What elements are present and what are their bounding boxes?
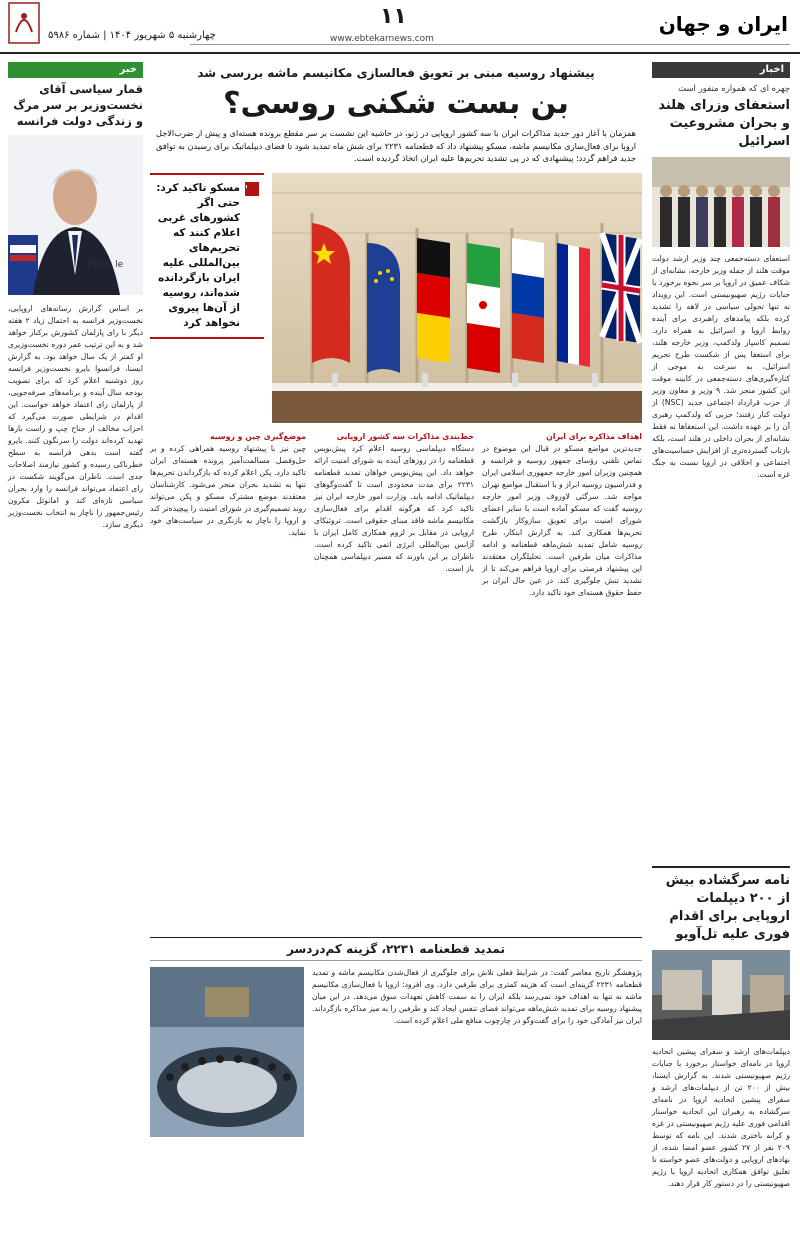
flags-image [272, 173, 642, 423]
issue-date: چهارشنبه ۵ شهریور ۱۴۰۴ | شماره ۵۹۸۶ [48, 30, 216, 41]
col2-body: دستگاه دیپلماسی روسیه اعلام کرد پیش‌نویس قطعنامه را در روزهای آینده به شورای امنیت ارائه خواهد داد. این پیش‌نویس خواهان تمدید قطعنامه ۲۲۳۱ برای مدت محدودی است تا گفت‌وگوهای دیپلماتیک ادامه یابد. وزارت امور خارجه ایران نیز تاکید کرد که هرگونه اقدام برای فعال‌سازی مکانیسم ماشه فاقد مبنای حقوقی است. تروئیکای اروپایی در مقابل بر لزوم همکاری کامل ایران با آژانس بین‌المللی انرژی اتمی تاکید کرده است. ناظران بر این باورند که مسیر دیپلماسی همچنان باز است. [314, 443, 474, 573]
bottom-body: پژوهشگر تاریخ معاصر گفت: در شرایط فعلی تلاش برای جلوگیری از فعال‌شدن مکانیسم ماشه و تمدید قطعنامه ۲۲۳۱ گزینه‌ای است که هزینه کمتری برای طرفین دارد. وی افزود: اروپا با فعال‌سازی مکانیسم ماشه نه تنها به اهداف خود نمی‌رسد بلکه ایران را به سمت کاهش تعهدات سوق می‌دهد. در این میان پیشنهاد روسیه برای تمدید شش‌ماهه می‌تواند فضای تنفس ایجاد کند و طرفین را به میز مذاکره بازگرداند. ایران نیز آمادگی خود را برای گفت‌وگو در چارچوب منافع ملی اعلام کرده است. [312, 967, 642, 1025]
left-news-column [8, 62, 143, 1232]
col1-body: جدیدترین مواضع مسکو در قبال این موضوع در تماس تلفنی رؤسای جمهور روسیه و فرانسه و همچنین وزیران امور خارجه جمهوری اسلامی ایران و فدراسیون روسیه ابراز و با استقبال مواضع تهران مواجه شد. سرگئی لاوروف وزیر امور خارجه روسیه گفت که مسکو آماده است با سایر اعضای شورای امنیت برای تعویق سازوکار بازگشت تحریم‌ها همکاری کند. به گزارش ابتکار، طرح روسیه شامل تمدید شش‌ماهه قطعنامه و ادامه مذاکرات میان طرفین است. تحلیلگران معتقدند این پیشنهاد فرصتی برای اروپا فراهم می‌کند تا از تشدید تنش جلوگیری کند. در عین حال ایران بر حفظ حقوق هسته‌ای خود تاکید دارد. [482, 443, 642, 597]
prime-minister-photo [8, 135, 143, 295]
left-article-headline: قمار سیاسی آقای نخست‌وزیر بر سر مرگ و زندگی دولت فرانسه [13, 82, 143, 128]
security-council-photo [150, 967, 304, 1137]
site-url: www.ebtekarnews.com [330, 34, 434, 44]
right-news-column [652, 62, 790, 1232]
diplomats-photo [652, 950, 790, 1040]
news-tag-left: خبر [8, 62, 143, 78]
quote-icon [244, 181, 260, 197]
article-body: استعفای دسته‌جمعی چند وزیر ارشد دولت موقت هلند از جمله وزیر خارجه، نشانه‌ای از شکاف عمیق در اروپا بر سر نحوه برخورد با جنایات رژیم صهیونیستی است. این رویداد نه تنها تحولی سیاسی در لاهه را تشدید کرده بلکه پیامدهای راهبردی برای آینده روابط اروپا و اسرائیل به همراه دارد. تصمیم کاسپار ولدکمپ، وزیر خارجه هلند، برای استعفا پس از شکست طرح تحریم اسرائیل، به سرعت به موجی از کناره‌گیری‌های دسته‌جمعی در کابینه موقت این کشور منجر شد. ۹ وزیر و معاون وزیر از حزب قرارداد اجتماعی جدید (NSC) از دولت کنار رفتند؛ حزبی که ولدکمپ رهبری آن را بر عهده داشت. این استعفاها نه فقط نشانه‌ای از بحران داخلی در هلند است، بلکه بازتاب گسترده‌تری از افزایش حساسیت‌های اجتماعی و اخلاقی در اروپا نسبت به جنگ غزه است. [652, 254, 790, 479]
flags-photo [272, 173, 642, 423]
security-council-image [150, 967, 304, 1137]
col1-subhead: اهداف مذاکره برای ایران [546, 431, 642, 441]
main-story [150, 62, 642, 1232]
page-header [0, 0, 800, 54]
col3-subhead: موضع‌گیری چین و روسیه [209, 431, 306, 441]
section-title: ایران و جهان [658, 12, 788, 36]
svg-text:": " [242, 182, 248, 197]
header-rule [190, 44, 790, 45]
col2-subhead: خط‌بندی مذاکرات سه کشور اروپایی [336, 431, 474, 441]
article2-body: دیپلمات‌های ارشد و سفرای پیشین اتحادیه اروپا در نامه‌ای خواستار برخورد با جنایات رژیم صهیونیستی شدند. به گزارش ایسنا، بیش از ۲۰۰ تن از دیپلمات‌های ارشد و سفرای پیشین اتحادیه اروپا در نامه‌ای سرگشاده به رهبران این اتحادیه خواستار اقدامی فوری علیه رژیم صهیونیستی در غزه و کرانه باختری شدند. این نامه که توسط ۲۰۹ نفر از ۲۷ کشور عضو امضا شده، از نهادهای اروپایی و دولت‌های عضو خواسته تا تعلیق توافق همکاری اتحادیه اروپا با رژیم صهیونیستی را در دستور کار قرار دهند. [652, 1047, 790, 1188]
news-tag: اخبار [652, 62, 790, 78]
bottom-headline: تمدید قطعنامه ۲۲۳۱، گزینه کم‌دردسر [150, 937, 642, 961]
col3-body: چین نیز با پیشنهاد روسیه همراهی کرده و بر حل‌وفصل مسالمت‌آمیز پرونده هسته‌ای ایران تاکید دارد. پکن اعلام کرده که بازگرداندن تحریم‌ها تنها به تشدید بحران منجر می‌شود. کارشناسان معتقدند موضع مشترک مسکو و پکن می‌تواند روند تصمیم‌گیری در شورای امنیت را پیچیده‌تر کند و اروپا را ناچار به بازنگری در سیاست‌های خود نماید. [150, 443, 306, 537]
article-kicker: چهره ای که همواره منفور است [678, 84, 790, 94]
main-headline: بن بست شکنی روسی؟ [223, 86, 569, 121]
main-lead: همزمان با آغاز دور جدید مذاکرات ایران با سه کشور اروپایی در ژنو، در حاشیه این نشست بر سر مقطع برونده هسته‌ای و پیش از ضرب‌الاجل اروپا برای فعال‌سازی مکانیسم ماشه، مسکو پیشنهاد داد که قطعنامه ۲۲۳۱ برای شش ماه تمدید شود تا فضای دیپلماتیک برای رسیدن به توافق جدید فراهم گردد؛ پیشنهادی که در پی تشدید تحریم‌ها علیه ایران اتخاذ گردیده است. [156, 128, 637, 163]
ministers-photo-image [652, 157, 790, 247]
page-number: ۱۱ [380, 4, 407, 29]
left-article-body: بر اساس گزارش رسانه‌های اروپایی، نخست‌وزیر فرانسه به احتمال زیاد ۲ هفته دیگر با رای پارلمان کشورش برکنار خواهد شد و به این ترتیب عمر دوره نخست‌وزیری او کمتر از یک سال خواهد بود. به گزارش ایسنا، فرانسوا بایرو نخست‌وزیر فرانسه روز دوشنبه اعلام کرد که برای تصویب بودجه سال آینده و برنامه‌های صرفه‌جویی، از پارلمان رای اعتماد خواهد خواست. این اقدام در شرایطی صورت می‌گیرد که احزاب مخالف از جناح چپ و راست بارها تهدید کرده‌اند دولت را سرنگون کنند. بایرو گفته است بدهی فرانسه به سطح خطرناکی رسیده و کشور نیازمند اصلاحات جدی است. ناظران می‌گویند شکست در رای اعتماد می‌تواند فرانسه را وارد بحران سیاسی تازه‌ای کند و امانوئل مکرون رئیس‌جمهور را ناچار به انتخاب نخست‌وزیر دیگری سازد. [8, 304, 144, 529]
pull-quote-text: مسکو تاکید کرد: حتی اگر کشورهای غربی اعلام کنند که تحریم‌های بین‌المللی علیه ایران بازگردانده شده‌اند، روسیه از آن‌ها پیروی نخواهد کرد [156, 181, 240, 329]
newspaper-logo [8, 2, 40, 44]
article-headline: استعفای وزرای هلند و بحران مشروعیت اسرائیل [658, 98, 790, 149]
main-supra-headline: پیشنهاد روسیه مبنی بر تعویق فعالسازی مکانیسم ماشه بررسی شد [197, 66, 595, 80]
diplomats-photo-image [652, 950, 790, 1040]
prime-minister-image [8, 135, 143, 295]
photo-caption: Paris, le [88, 260, 124, 270]
article2-headline: نامه سرگشاده بیش از ۲۰۰ دیپلمات اروپایی برای اقدام فوری علیه تل‌آویو [652, 866, 790, 944]
ministers-photo [652, 157, 790, 247]
pull-quote [150, 173, 264, 339]
